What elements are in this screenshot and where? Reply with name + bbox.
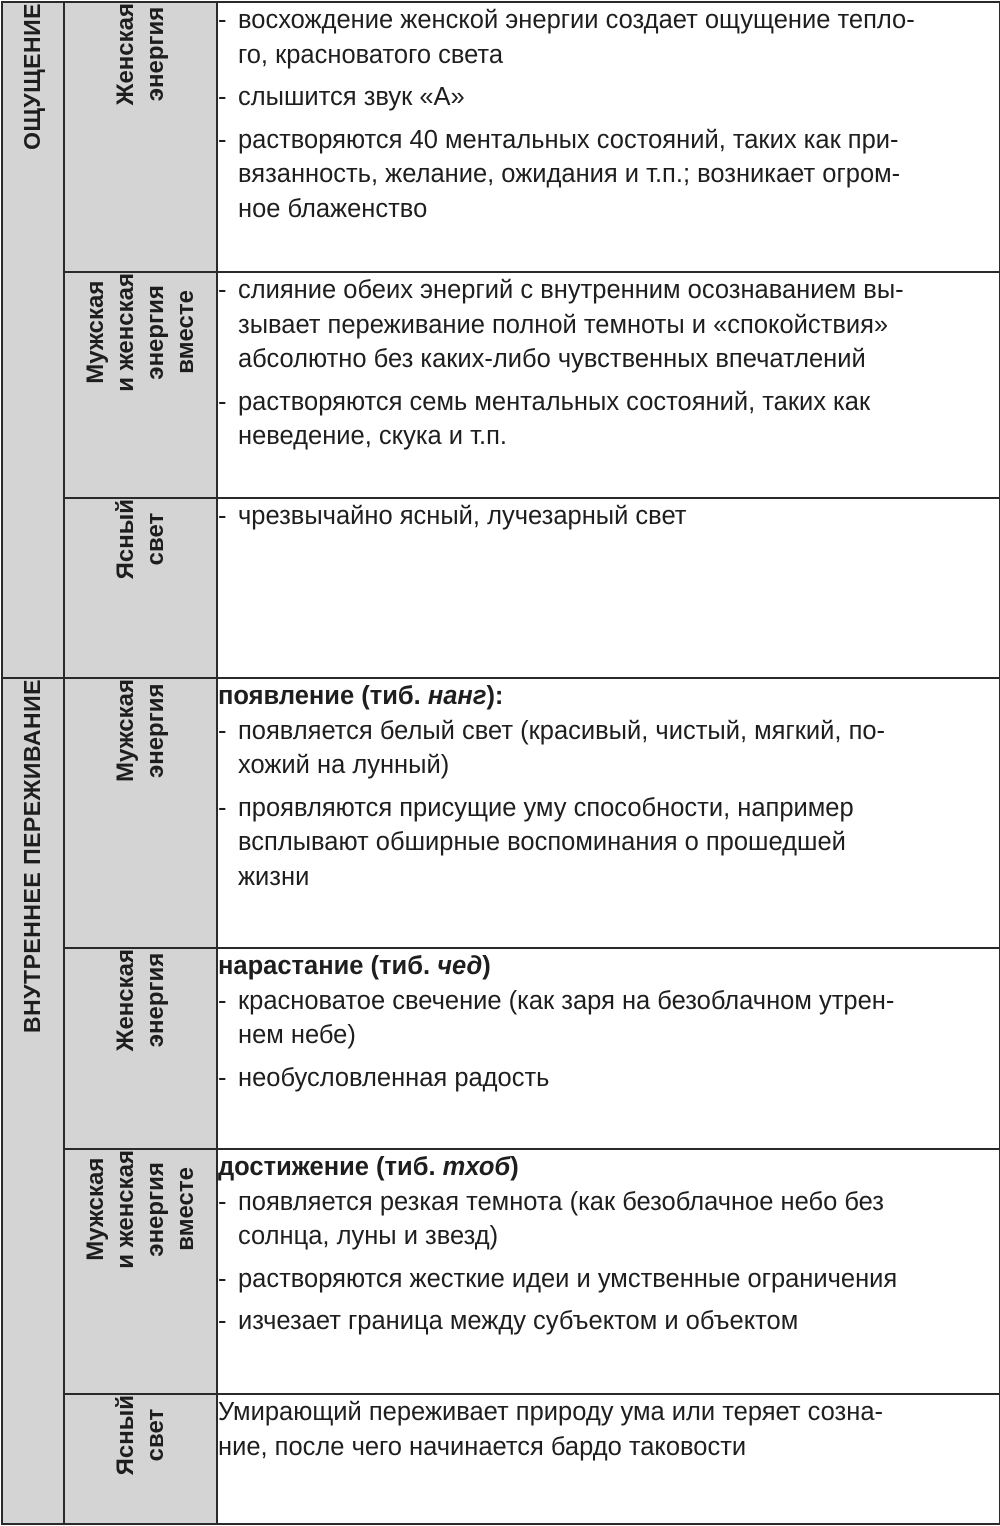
table-row [2,1394,1000,1524]
row-content [217,272,1000,498]
row-label: Женская энергия [111,3,169,106]
row-label: Женская энергия [111,949,169,1052]
row-label-cell [64,272,217,498]
table-row [2,678,1000,948]
row-label-cell [64,498,217,678]
list-item: - появляется белый свет (красивый, чистый, мягкий, по- хожий на лунный) [218,714,999,783]
bullet-list [218,714,999,895]
section-title: ВНУТРЕННЕЕ ПЕРЕЖИВАНИЕ [19,679,46,1033]
row-label-cell [64,1149,217,1394]
row-content [217,948,1000,1149]
row-content [217,1394,1000,1524]
list-item: - необусловленная радость [218,1061,999,1096]
bullet-list [218,3,999,226]
bullet-list [218,499,999,534]
row-label-cell [64,2,217,272]
stage-heading: достижение (тиб. тхоб) [218,1153,519,1181]
row-content [217,678,1000,948]
tibetan-term: тхоб [442,1153,511,1181]
row-content [217,498,1000,678]
list-item: - восхождение женской энергии создает ощущение тепло- го, красноватого света [218,3,999,72]
list-item: - красноватое свечение (как заря на безоблачном утрен- нем небе) [218,984,999,1053]
row-label-cell [64,1394,217,1524]
stages-table [1,1,1000,1525]
list-item: - появляется резкая темнота (как безоблачное небо без солнца, луны и звезд) [218,1185,999,1254]
stage-heading: появление (тиб. нанг): [218,682,504,710]
bullet-list [218,1185,999,1339]
table-row [2,272,1000,498]
list-item: - проявляются присущие уму способности, например всплывают обширные воспоминания о прошедшей жизни [218,791,999,895]
list-item: - изчезает граница между субъектом и объектом [218,1304,999,1339]
stage-heading: нарастание (тиб. чед) [218,952,491,980]
list-item: - растворяются жесткие идеи и умственные ограничения [218,1262,999,1297]
table-row [2,2,1000,272]
table-row [2,498,1000,678]
tibetan-term: чед [437,952,483,980]
list-item: - растворяются 40 ментальных состояний, таких как при- вязанность, желание, ожидания и т.п.; возникает огром- ное блаженство [218,123,999,227]
list-item: - слышится звук «А» [218,80,999,115]
table-row [2,1149,1000,1394]
row-label-cell [64,948,217,1149]
row-label: Мужская и женская энергия вместе [81,1150,199,1269]
row-content [217,2,1000,272]
tibetan-term: нанг [427,682,487,710]
list-item: - чрезвычайно ясный, лучезарный свет [218,499,999,534]
final-paragraph: Умирающий переживает природу ума или теряет созна- ние, после чего начинается бардо таковости [218,1398,884,1461]
bullet-list [218,273,999,454]
row-label: Мужская и женская энергия вместе [81,273,199,392]
row-content [217,1149,1000,1394]
row-label-cell [64,678,217,948]
row-label: Ясный свет [111,1395,169,1476]
list-item: - слияние обеих энергий с внутренним осознаванием вы- зывает переживание полной темноты и «спокойствия» абсолютно без каких-либо чувственных впечатлений [218,273,999,377]
row-label: Мужская энергия [111,679,169,783]
section-cell [2,678,64,1524]
section-title: ОЩУЩЕНИЕ [19,3,46,150]
list-item: - растворяются семь ментальных состояний, таких как неведение, скука и т.п. [218,385,999,454]
bullet-list [218,984,999,1096]
table-row [2,948,1000,1149]
section-cell [2,2,64,678]
row-label: Ясный свет [111,499,169,580]
